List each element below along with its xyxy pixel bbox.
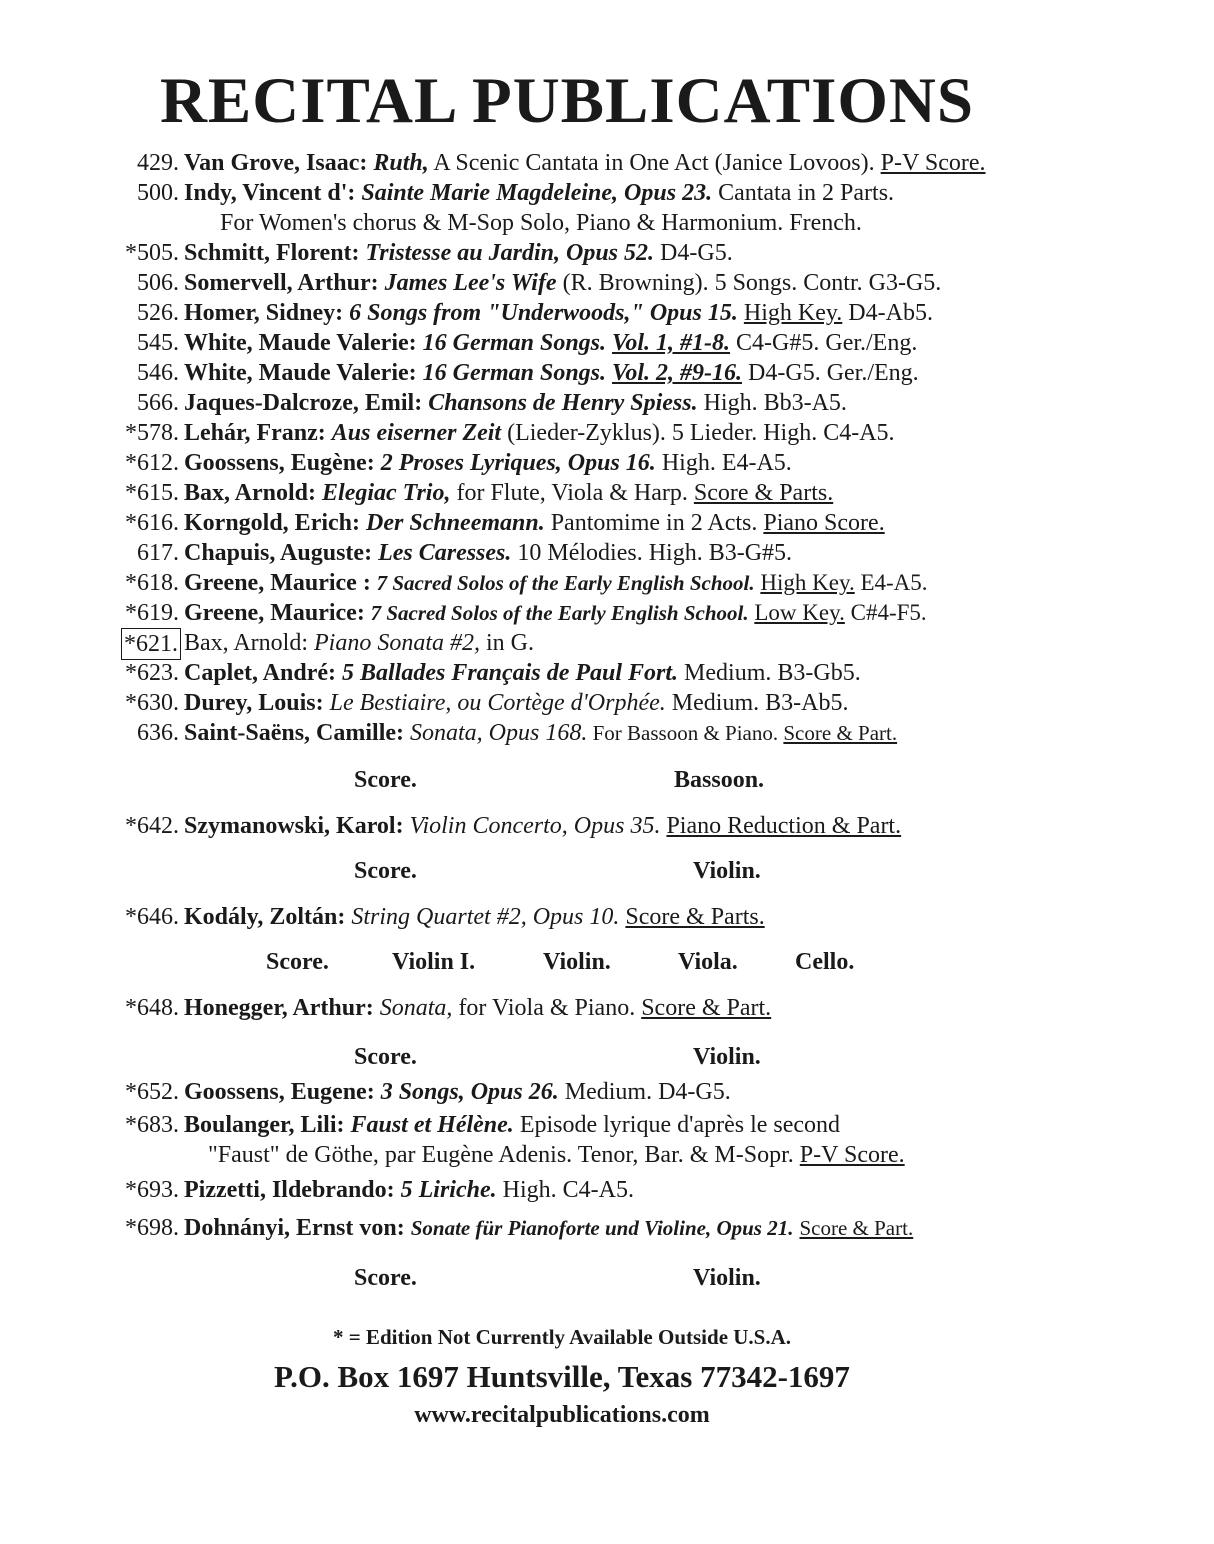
work-description: Medium. D4-G5. bbox=[558, 1079, 731, 1105]
edition-link[interactable]: Piano Score. bbox=[763, 510, 885, 536]
item-number: *623. bbox=[125, 660, 179, 686]
composer-name: Boulanger, Lili: bbox=[184, 1112, 345, 1138]
item-number: *646. bbox=[125, 904, 179, 930]
composer-name: Caplet, André: bbox=[184, 660, 336, 686]
item-number: *505. bbox=[125, 240, 179, 266]
composer-name: Bax, Arnold: bbox=[184, 630, 308, 656]
work-title: Piano Sonata #2, bbox=[314, 630, 480, 656]
work-description: for Flute, Viola & Harp. bbox=[450, 480, 694, 506]
composer-name: Szymanowski, Karol: bbox=[184, 813, 404, 839]
edition-link[interactable]: Piano Reduction & Part. bbox=[666, 813, 902, 839]
composer-name: Schmitt, Florent: bbox=[184, 240, 360, 266]
edition-link[interactable]: Score & Part. bbox=[783, 721, 898, 745]
edition-link[interactable]: High Key. bbox=[743, 300, 843, 326]
composer-name: Lehár, Franz: bbox=[184, 420, 326, 446]
item-number: 526. bbox=[137, 300, 179, 326]
work-title: Tristesse au Jardin, Opus 52. bbox=[365, 240, 655, 266]
continuation-text: "Faust" de Göthe, par Eugène Adenis. Tenor, Bar. & M-Sopr. bbox=[208, 1142, 800, 1168]
work-title: 3 Songs, Opus 26. bbox=[380, 1079, 559, 1105]
composer-name: White, Maude Valerie: bbox=[184, 330, 417, 356]
work-title: 7 Sacred Solos of the Early English School. bbox=[370, 601, 749, 625]
work-title: 16 German Songs. bbox=[422, 330, 607, 356]
part-score[interactable]: Score. bbox=[354, 767, 417, 793]
composer-name: Dohnányi, Ernst von: bbox=[184, 1215, 405, 1241]
edition-link[interactable]: Vol. 2, #9-16. bbox=[612, 360, 743, 386]
item-number: *618. bbox=[125, 570, 179, 596]
item-number: *578. bbox=[125, 420, 179, 446]
work-title: Sonate für Pianoforte und Violine, Opus 21. bbox=[410, 1216, 794, 1240]
work-title: Elegiac Trio, bbox=[322, 480, 451, 506]
work-description: For Bassoon & Piano. bbox=[587, 721, 784, 745]
part-violin-1[interactable]: Violin I. bbox=[392, 949, 476, 975]
work-title: 2 Proses Lyriques, Opus 16. bbox=[380, 450, 656, 476]
entry-continuation: For Women's chorus & M-Sop Solo, Piano & Harmonium. French. bbox=[220, 210, 862, 236]
work-title: Le Bestiaire, ou Cortège d'Orphée. bbox=[329, 690, 666, 716]
item-number: *652. bbox=[125, 1079, 179, 1105]
part-score[interactable]: Score. bbox=[354, 1265, 417, 1291]
page-title: RECITAL PUBLICATIONS bbox=[159, 65, 975, 137]
work-title: Sonata, Opus 168. bbox=[410, 720, 588, 746]
work-title: 5 Liriche. bbox=[400, 1177, 497, 1203]
part-cello[interactable]: Cello. bbox=[795, 949, 855, 975]
work-description: in G. bbox=[480, 630, 534, 656]
item-number-highlighted: *621. bbox=[121, 628, 181, 660]
range-text: C#4-F5. bbox=[844, 600, 927, 625]
item-number: *642. bbox=[125, 813, 179, 839]
item-number: 546. bbox=[137, 360, 179, 386]
work-description: Cantata in 2 Parts. bbox=[712, 180, 895, 206]
part-bassoon[interactable]: Bassoon. bbox=[674, 767, 765, 793]
availability-note: * = Edition Not Currently Available Outside U.S.A. bbox=[332, 1325, 792, 1349]
part-score[interactable]: Score. bbox=[266, 949, 329, 975]
composer-name: Chapuis, Auguste: bbox=[184, 540, 373, 566]
work-title: 6 Songs from "Underwoods," Opus 15. bbox=[349, 300, 738, 326]
item-number: *693. bbox=[125, 1177, 179, 1203]
work-description: High. C4-A5. bbox=[496, 1177, 634, 1203]
composer-name: Van Grove, Isaac: bbox=[184, 150, 368, 176]
work-description: High. Bb3-A5. bbox=[697, 390, 847, 416]
work-title: Violin Concerto, Opus 35. bbox=[409, 813, 661, 839]
edition-link[interactable]: Score & Part. bbox=[641, 995, 772, 1021]
work-title: Les Caresses. bbox=[378, 540, 512, 566]
work-description: D4-G5. bbox=[654, 240, 733, 266]
composer-name: Honegger, Arthur: bbox=[184, 995, 374, 1021]
item-number: *698. bbox=[125, 1215, 179, 1241]
part-violin[interactable]: Violin. bbox=[693, 1265, 761, 1291]
edition-link[interactable]: P-V Score. bbox=[799, 1142, 905, 1168]
composer-name: White, Maude Valerie: bbox=[184, 360, 417, 386]
edition-link[interactable]: Vol. 1, #1-8. bbox=[612, 330, 731, 356]
part-violin[interactable]: Violin. bbox=[693, 1044, 761, 1070]
work-title: Ruth, bbox=[373, 150, 429, 176]
part-violin[interactable]: Violin. bbox=[693, 858, 761, 884]
item-number: 566. bbox=[137, 390, 179, 416]
item-number: *616. bbox=[125, 510, 179, 536]
item-number: *630. bbox=[125, 690, 179, 716]
range-text: C4-G#5. Ger./Eng. bbox=[730, 330, 918, 356]
composer-name: Korngold, Erich: bbox=[184, 510, 361, 536]
edition-link[interactable]: Score & Parts. bbox=[625, 904, 765, 930]
work-title: 5 Ballades Français de Paul Fort. bbox=[342, 660, 679, 686]
item-number: *612. bbox=[125, 450, 179, 476]
composer-name: Goossens, Eugène: bbox=[184, 450, 375, 476]
mailing-address: P.O. Box 1697 Huntsville, Texas 77342-1697 bbox=[274, 1359, 850, 1394]
work-title: String Quartet #2, Opus 10. bbox=[351, 904, 620, 930]
composer-name: Saint-Saëns, Camille: bbox=[184, 720, 405, 746]
edition-link[interactable]: Low Key. bbox=[754, 600, 845, 625]
composer-name: Durey, Louis: bbox=[184, 690, 324, 716]
range-text: E4-A5. bbox=[854, 570, 928, 595]
item-number: 545. bbox=[137, 330, 179, 356]
part-score[interactable]: Score. bbox=[354, 858, 417, 884]
composer-name: Pizzetti, Ildebrando: bbox=[184, 1177, 395, 1203]
range-text: D4-G5. Ger./Eng. bbox=[742, 360, 919, 386]
edition-link[interactable]: Score & Part. bbox=[799, 1216, 914, 1240]
composer-name: Somervell, Arthur: bbox=[184, 270, 379, 296]
item-number: 617. bbox=[137, 540, 179, 566]
work-description: Episode lyrique d'après le second bbox=[513, 1112, 841, 1138]
work-title: Der Schneemann. bbox=[366, 510, 545, 536]
work-title: Chansons de Henry Spiess. bbox=[428, 390, 698, 416]
work-description: (Lieder-Zyklus). 5 Lieder. High. C4-A5. bbox=[501, 420, 895, 446]
work-description: 10 Mélodies. High. B3-G#5. bbox=[511, 540, 793, 566]
website-link[interactable]: www.recitalpublications.com bbox=[414, 1402, 710, 1428]
work-description: Medium. B3-Ab5. bbox=[665, 690, 849, 716]
item-number: *615. bbox=[125, 480, 179, 506]
item-number: 500. bbox=[137, 180, 179, 206]
item-number: *619. bbox=[125, 600, 179, 626]
work-title: James Lee's Wife bbox=[384, 270, 557, 296]
composer-name: Jaques-Dalcroze, Emil: bbox=[184, 390, 423, 416]
part-viola[interactable]: Viola. bbox=[678, 949, 738, 975]
work-title: Sainte Marie Magdeleine, Opus 23. bbox=[361, 180, 713, 206]
composer-name: Bax, Arnold: bbox=[184, 480, 317, 506]
part-score[interactable]: Score. bbox=[354, 1044, 417, 1070]
edition-link[interactable]: P-V Score. bbox=[880, 150, 986, 176]
item-number: 636. bbox=[137, 720, 179, 746]
item-number: 506. bbox=[137, 270, 179, 296]
part-violin[interactable]: Violin. bbox=[543, 949, 611, 975]
composer-name: Homer, Sidney: bbox=[184, 300, 344, 326]
item-number: *648. bbox=[125, 995, 179, 1021]
item-number: 429. bbox=[137, 150, 179, 176]
composer-name: Indy, Vincent d': bbox=[184, 180, 356, 206]
work-description: for Viola & Piano. bbox=[452, 995, 642, 1021]
range-text: D4-Ab5. bbox=[842, 300, 933, 326]
composer-name: Goossens, Eugene: bbox=[184, 1079, 375, 1105]
edition-link[interactable]: Score & Parts. bbox=[693, 480, 834, 506]
work-description: High. E4-A5. bbox=[655, 450, 792, 476]
edition-link[interactable]: High Key. bbox=[760, 570, 855, 595]
composer-name: Kodály, Zoltán: bbox=[184, 904, 346, 930]
item-number: *683. bbox=[125, 1112, 179, 1138]
work-title: 7 Sacred Solos of the Early English School. bbox=[376, 571, 755, 595]
work-title: Faust et Hélène. bbox=[350, 1112, 514, 1138]
entry-continuation bbox=[208, 1140, 905, 1170]
work-title: Aus eiserner Zeit bbox=[331, 420, 502, 446]
work-title: 16 German Songs. bbox=[422, 360, 607, 386]
work-description: Pantomime in 2 Acts. bbox=[544, 510, 764, 536]
work-description: A Scenic Cantata in One Act (Janice Lovoos). bbox=[428, 150, 881, 176]
work-description: (R. Browning). 5 Songs. Contr. G3-G5. bbox=[556, 270, 942, 296]
work-description: Medium. B3-Gb5. bbox=[678, 660, 861, 686]
composer-name: Greene, Maurice: bbox=[184, 600, 365, 626]
work-title: Sonata, bbox=[379, 995, 453, 1021]
composer-name: Greene, Maurice : bbox=[184, 570, 371, 596]
